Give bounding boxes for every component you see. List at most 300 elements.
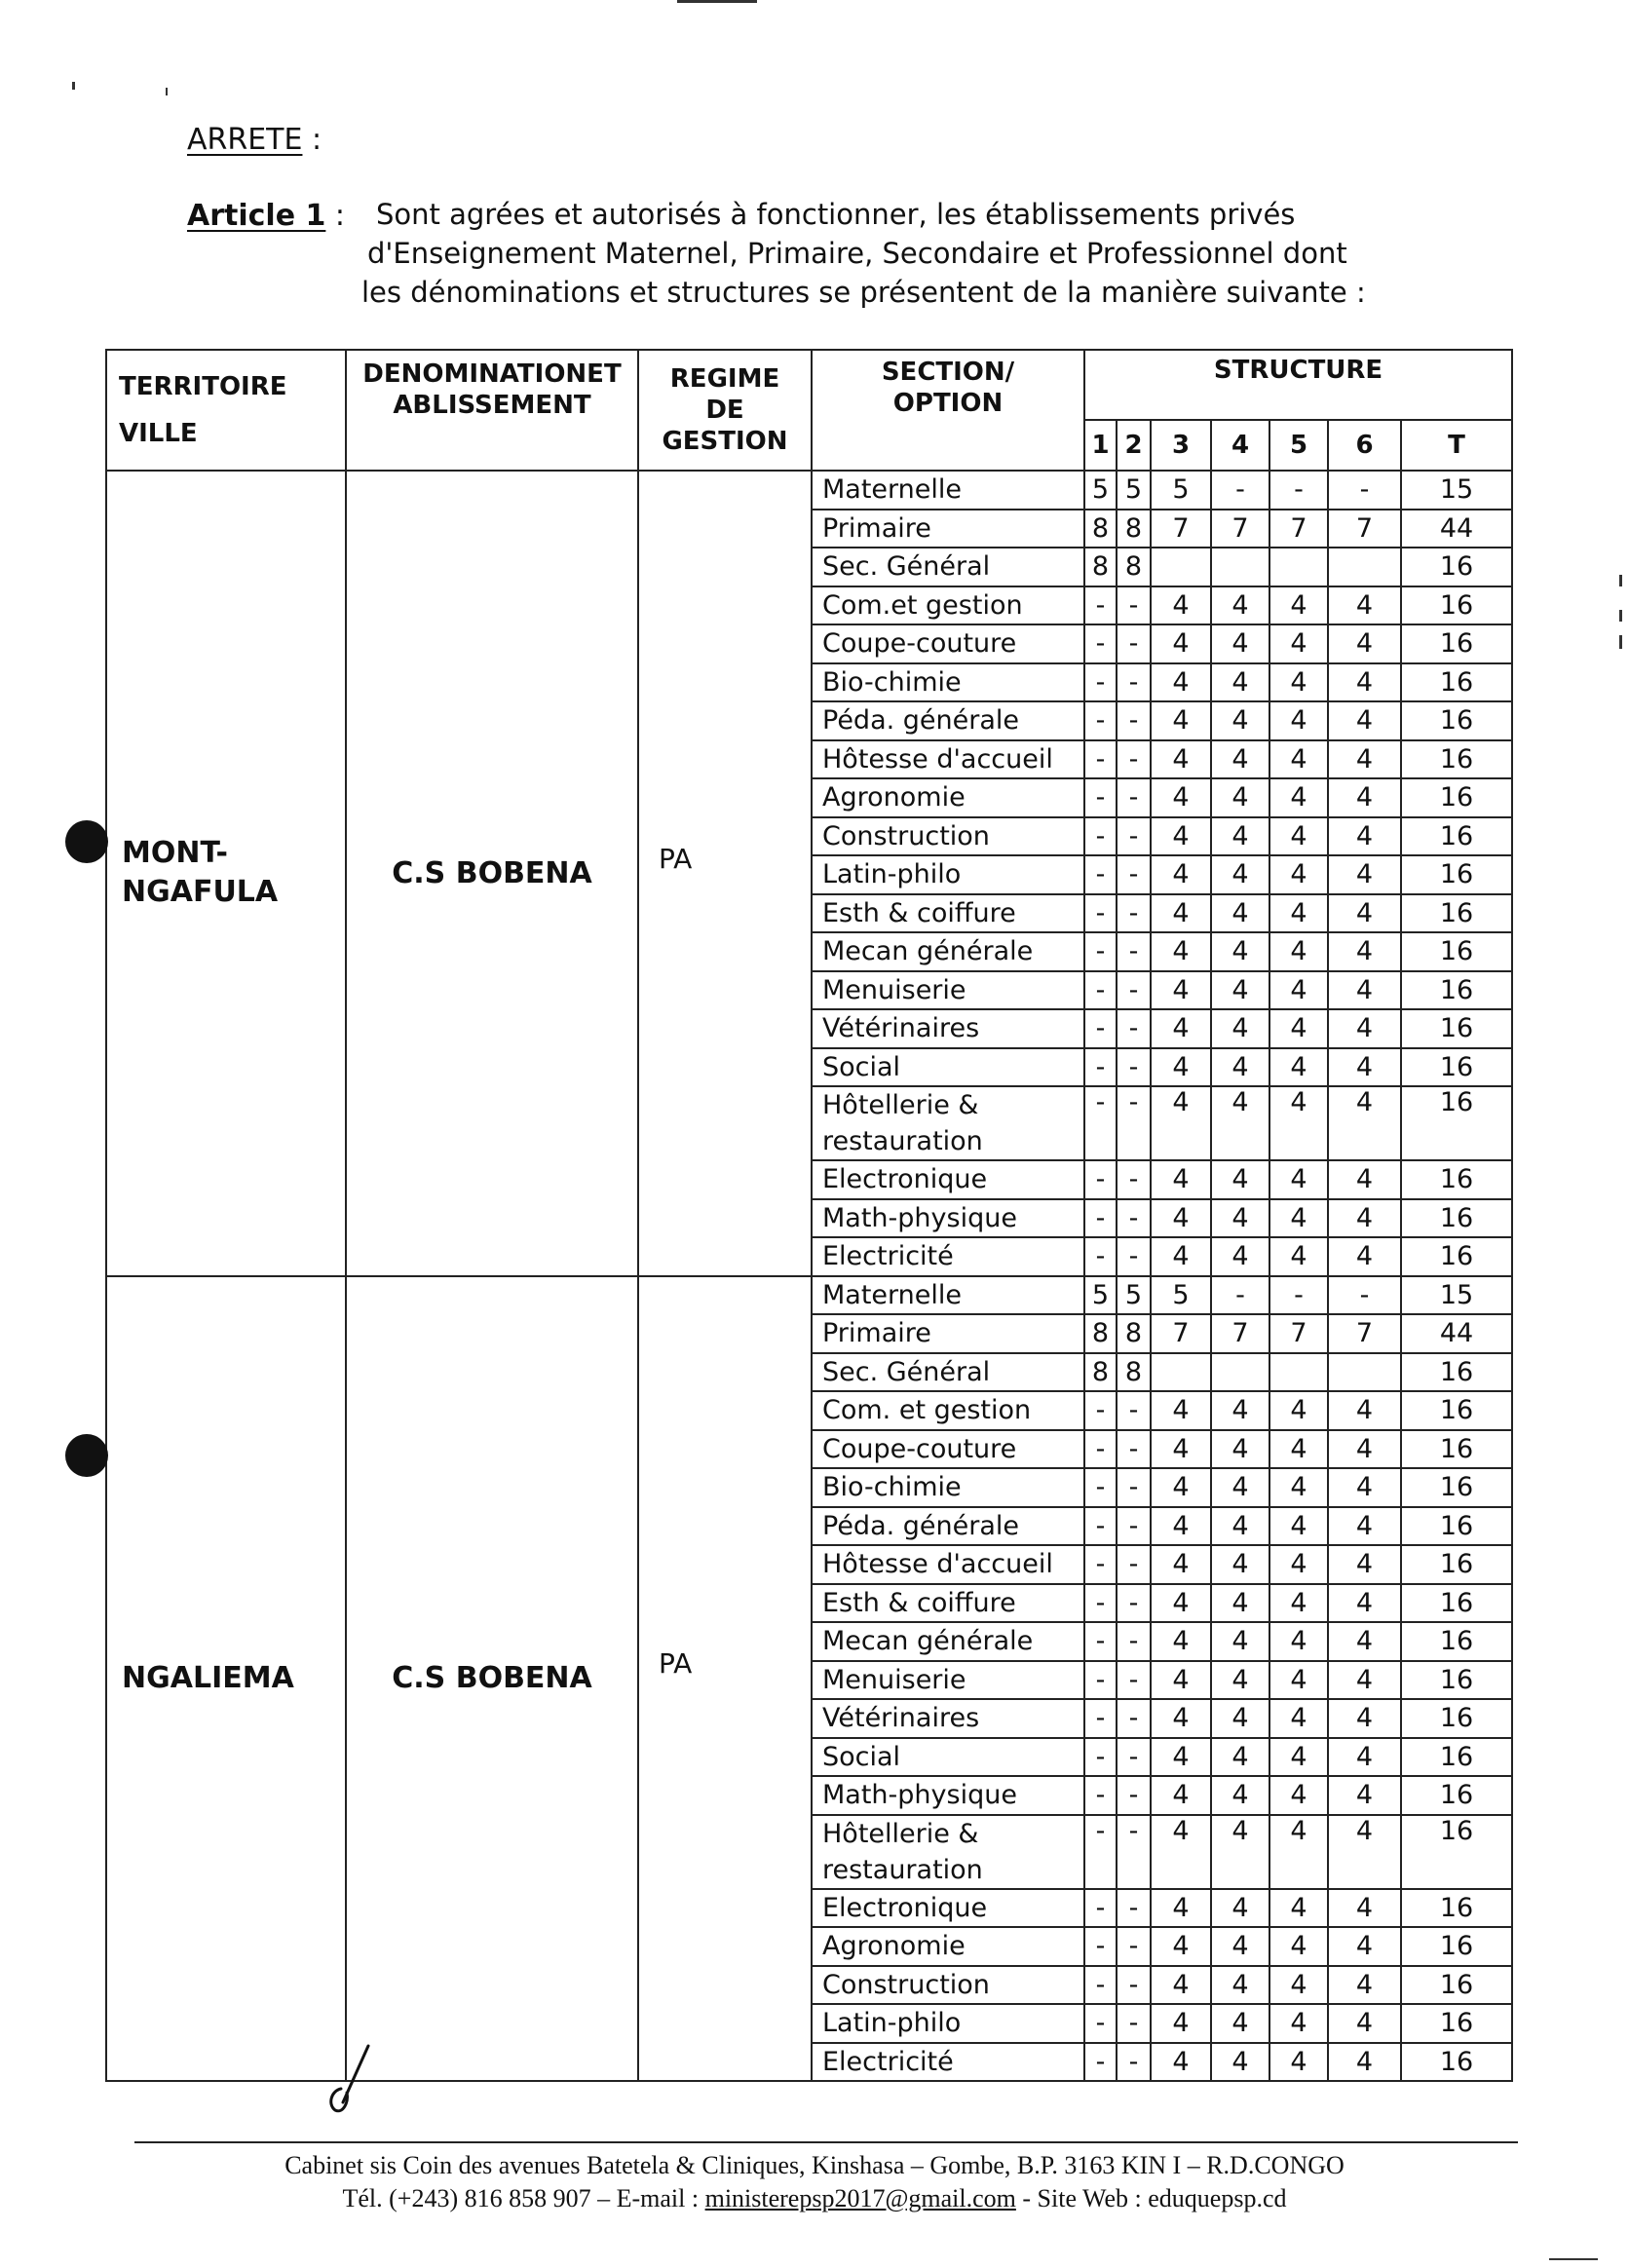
value-cell: - [1084, 2043, 1117, 2082]
option-cell: Math-physique [812, 1199, 1084, 1238]
value-cell: - [1084, 1237, 1117, 1276]
total-cell: 16 [1401, 701, 1512, 740]
value-cell: - [1084, 1468, 1117, 1507]
value-cell: 4 [1269, 2043, 1328, 2082]
option-cell: Construction [812, 817, 1084, 856]
footer-contact [0, 2184, 1629, 2213]
value-cell: 4 [1151, 2004, 1211, 2043]
structure-table [105, 349, 1513, 2082]
value-cell: 4 [1328, 1160, 1401, 1199]
value-cell: - [1084, 1699, 1117, 1738]
header-regime-line: GESTION [662, 427, 788, 456]
value-cell: 4 [1269, 1160, 1328, 1199]
value-cell: 4 [1269, 1584, 1328, 1623]
value-cell: 4 [1211, 1584, 1269, 1623]
value-cell: 4 [1328, 1927, 1401, 1966]
total-cell: 16 [1401, 1199, 1512, 1238]
total-cell: 16 [1401, 1009, 1512, 1048]
value-cell: - [1084, 1776, 1117, 1815]
option-cell: Maternelle [812, 471, 1084, 510]
value-cell: 4 [1269, 740, 1328, 779]
value-cell: 4 [1328, 1086, 1401, 1160]
value-cell: 4 [1269, 1430, 1328, 1469]
value-cell: 4 [1151, 1584, 1211, 1623]
option-cell: Coupe-couture [812, 624, 1084, 663]
value-cell: 4 [1151, 2043, 1211, 2082]
value-cell: 4 [1269, 1889, 1328, 1928]
option-cell: Primaire [812, 1314, 1084, 1353]
value-cell: 8 [1084, 510, 1117, 548]
header-regime-line: DE [705, 396, 744, 425]
value-cell: 4 [1151, 1699, 1211, 1738]
value-cell: 4 [1328, 1545, 1401, 1584]
value-cell: 4 [1211, 1430, 1269, 1469]
value-cell: - [1117, 586, 1151, 625]
total-cell: 16 [1401, 1237, 1512, 1276]
header-section-line: SECTION/ [881, 358, 1015, 387]
value-cell: - [1117, 1199, 1151, 1238]
arrete-title: ARRETE [187, 123, 303, 157]
value-cell: 4 [1328, 1889, 1401, 1928]
value-cell: 4 [1211, 1815, 1269, 1889]
value-cell: 4 [1269, 894, 1328, 933]
value-cell: 4 [1211, 2043, 1269, 2082]
option-cell: Péda. générale [812, 701, 1084, 740]
footer-address: Cabinet sis Coin des avenues Batetela & Cliniques, Kinshasa – Gombe, B.P. 3163 KIN I – R.D.CONGO [284, 2151, 1345, 2179]
header-col-4: 4 [1211, 420, 1269, 471]
value-cell: - [1117, 1086, 1151, 1160]
value-cell: 5 [1084, 471, 1117, 510]
value-cell: 4 [1211, 932, 1269, 971]
value-cell: 4 [1211, 586, 1269, 625]
option-cell: Mecan générale [812, 932, 1084, 971]
value-cell: 4 [1328, 1391, 1401, 1430]
value-cell: 5 [1117, 1276, 1151, 1315]
value-cell: - [1117, 894, 1151, 933]
value-cell: 4 [1151, 1086, 1211, 1160]
value-cell: - [1117, 1237, 1151, 1276]
value-cell: 4 [1211, 1738, 1269, 1777]
value-cell: - [1084, 1086, 1117, 1160]
value-cell: 4 [1328, 1199, 1401, 1238]
value-cell: 4 [1328, 894, 1401, 933]
value-cell: 4 [1328, 1622, 1401, 1661]
value-cell: - [1117, 740, 1151, 779]
value-cell: 4 [1211, 1545, 1269, 1584]
option-cell: Social [812, 1048, 1084, 1087]
total-cell: 16 [1401, 932, 1512, 971]
value-cell: 4 [1328, 2004, 1401, 2043]
punch-hole [65, 820, 108, 863]
value-cell: 4 [1328, 586, 1401, 625]
value-cell: - [1084, 1889, 1117, 1928]
value-cell: - [1117, 663, 1151, 702]
value-cell: - [1084, 932, 1117, 971]
value-cell: 4 [1151, 778, 1211, 817]
value-cell: - [1117, 624, 1151, 663]
value-cell: 4 [1328, 624, 1401, 663]
value-cell: 8 [1117, 510, 1151, 548]
option-cell: Mecan générale [812, 1622, 1084, 1661]
value-cell: - [1084, 778, 1117, 817]
header-regime-line: REGIME [669, 364, 780, 394]
header-col-1: 1 [1084, 420, 1117, 471]
value-cell: 4 [1211, 1776, 1269, 1815]
regime-cell: PA [638, 471, 812, 1276]
option-cell: Esth & coiffure [812, 1584, 1084, 1623]
value-cell: 4 [1269, 855, 1328, 894]
total-cell: 44 [1401, 510, 1512, 548]
value-cell: 8 [1117, 548, 1151, 586]
value-cell: - [1117, 2043, 1151, 2082]
footer-rule [134, 2141, 1518, 2143]
option-cell: Menuiserie [812, 1661, 1084, 1700]
option-cell: Electronique [812, 1889, 1084, 1928]
value-cell: - [1269, 1276, 1328, 1315]
value-cell: 8 [1084, 1353, 1117, 1392]
value-cell: - [1269, 471, 1328, 510]
article-colon: : [325, 199, 346, 233]
value-cell: 4 [1328, 1661, 1401, 1700]
total-cell: 16 [1401, 1622, 1512, 1661]
value-cell [1211, 1353, 1269, 1392]
value-cell: 4 [1211, 1927, 1269, 1966]
value-cell: 4 [1151, 1889, 1211, 1928]
option-cell: Primaire [812, 510, 1084, 548]
value-cell: - [1084, 1048, 1117, 1087]
total-cell: 16 [1401, 1738, 1512, 1777]
value-cell: 4 [1151, 1661, 1211, 1700]
footer-email-link[interactable]: ministerepsp2017@gmail.com [704, 2184, 1016, 2212]
value-cell: 4 [1328, 1699, 1401, 1738]
value-cell: 4 [1269, 971, 1328, 1010]
value-cell: 4 [1269, 1048, 1328, 1087]
value-cell: - [1084, 740, 1117, 779]
value-cell: 4 [1151, 1430, 1211, 1469]
value-cell: - [1117, 2004, 1151, 2043]
header-denomination [346, 350, 638, 471]
option-cell: Agronomie [812, 778, 1084, 817]
total-cell: 16 [1401, 1927, 1512, 1966]
value-cell: - [1084, 1661, 1117, 1700]
value-cell: 4 [1328, 701, 1401, 740]
value-cell: 4 [1328, 1776, 1401, 1815]
value-cell: - [1084, 1927, 1117, 1966]
value-cell: 4 [1151, 1622, 1211, 1661]
value-cell: 4 [1328, 855, 1401, 894]
value-cell [1269, 548, 1328, 586]
value-cell: 4 [1269, 1815, 1328, 1889]
value-cell: - [1084, 1622, 1117, 1661]
article-text-line: Sont agrées et autorisés à fonctionner, les établissements privés [376, 198, 1296, 231]
value-cell: - [1117, 971, 1151, 1010]
header-ville: VILLE [119, 419, 198, 448]
value-cell: - [1117, 1391, 1151, 1430]
value-cell [1151, 1353, 1211, 1392]
value-cell: - [1117, 1927, 1151, 1966]
value-cell: 4 [1328, 2043, 1401, 2082]
header-territoire-ville [106, 350, 346, 471]
denomination-cell: C.S BOBENA [346, 1276, 638, 2082]
value-cell: - [1084, 1199, 1117, 1238]
scan-mark [1619, 610, 1622, 622]
header-territoire: TERRITOIRE [119, 372, 287, 401]
table-row [106, 1276, 1512, 1315]
regime-cell: PA [638, 1276, 812, 2082]
total-cell: 16 [1401, 1468, 1512, 1507]
value-cell: 4 [1211, 663, 1269, 702]
value-cell: 7 [1211, 1314, 1269, 1353]
option-cell: Social [812, 1738, 1084, 1777]
value-cell: - [1084, 894, 1117, 933]
value-cell: 4 [1269, 586, 1328, 625]
option-cell: Construction [812, 1966, 1084, 2005]
value-cell: 4 [1328, 1237, 1401, 1276]
value-cell: 4 [1269, 2004, 1328, 2043]
value-cell: - [1084, 1545, 1117, 1584]
value-cell: - [1084, 1966, 1117, 2005]
value-cell: 4 [1269, 1776, 1328, 1815]
value-cell: - [1117, 1009, 1151, 1048]
value-cell: 4 [1328, 1738, 1401, 1777]
table-row [106, 471, 1512, 510]
arrete-colon: : [302, 123, 322, 157]
option-cell: Sec. Général [812, 1353, 1084, 1392]
value-cell: 4 [1211, 1048, 1269, 1087]
value-cell: 4 [1151, 701, 1211, 740]
total-cell: 16 [1401, 1699, 1512, 1738]
value-cell: 4 [1211, 855, 1269, 894]
option-cell: Agronomie [812, 1927, 1084, 1966]
value-cell: - [1117, 1048, 1151, 1087]
value-cell: 4 [1328, 663, 1401, 702]
option-cell: Bio-chimie [812, 1468, 1084, 1507]
header-col-3: 3 [1151, 420, 1211, 471]
value-cell: 5 [1084, 1276, 1117, 1315]
footer-website: - Site Web : eduquepsp.cd [1015, 2184, 1287, 2212]
header-regime [638, 350, 812, 471]
value-cell: - [1084, 624, 1117, 663]
option-cell: Menuiserie [812, 971, 1084, 1010]
total-cell: 16 [1401, 817, 1512, 856]
value-cell: 4 [1269, 1622, 1328, 1661]
value-cell [1269, 1353, 1328, 1392]
value-cell: - [1117, 1584, 1151, 1623]
value-cell: - [1084, 1160, 1117, 1199]
value-cell: - [1084, 971, 1117, 1010]
total-cell: 16 [1401, 1160, 1512, 1199]
total-cell: 16 [1401, 663, 1512, 702]
value-cell: 4 [1269, 1009, 1328, 1048]
value-cell: 4 [1211, 971, 1269, 1010]
value-cell: 4 [1211, 740, 1269, 779]
value-cell: 4 [1269, 1966, 1328, 2005]
value-cell [1328, 548, 1401, 586]
value-cell: 4 [1269, 1545, 1328, 1584]
value-cell: 4 [1151, 817, 1211, 856]
option-cell: Péda. générale [812, 1507, 1084, 1546]
total-cell: 16 [1401, 1353, 1512, 1392]
value-cell: 4 [1211, 778, 1269, 817]
option-cell: Esth & coiffure [812, 894, 1084, 933]
value-cell: 4 [1269, 1738, 1328, 1777]
value-cell: - [1084, 1009, 1117, 1048]
value-cell: - [1117, 1545, 1151, 1584]
value-cell: 4 [1211, 1391, 1269, 1430]
scan-mark [72, 82, 75, 90]
value-cell: 4 [1151, 1738, 1211, 1777]
value-cell: 4 [1269, 778, 1328, 817]
article-title: Article 1 [187, 199, 326, 233]
header-denomination-line: ABLISSEMENT [393, 391, 591, 420]
value-cell: 5 [1151, 471, 1211, 510]
value-cell: 4 [1269, 624, 1328, 663]
value-cell: 7 [1151, 1314, 1211, 1353]
value-cell: - [1117, 1430, 1151, 1469]
scan-mark [677, 0, 757, 3]
value-cell: 4 [1151, 586, 1211, 625]
value-cell: 4 [1151, 740, 1211, 779]
total-cell: 16 [1401, 894, 1512, 933]
value-cell: 4 [1269, 817, 1328, 856]
value-cell: 4 [1269, 1086, 1328, 1160]
value-cell: - [1117, 817, 1151, 856]
value-cell: - [1117, 1815, 1151, 1889]
value-cell: 4 [1211, 1199, 1269, 1238]
value-cell: - [1117, 1966, 1151, 2005]
value-cell: 7 [1328, 510, 1401, 548]
value-cell: 4 [1328, 1815, 1401, 1889]
total-cell: 44 [1401, 1314, 1512, 1353]
value-cell: 4 [1151, 1966, 1211, 2005]
total-cell: 16 [1401, 1545, 1512, 1584]
value-cell: - [1117, 1507, 1151, 1546]
value-cell: - [1328, 1276, 1401, 1315]
option-cell: Vétérinaires [812, 1699, 1084, 1738]
value-cell: 4 [1211, 1009, 1269, 1048]
value-cell: 7 [1211, 510, 1269, 548]
value-cell: 4 [1211, 701, 1269, 740]
value-cell: 4 [1269, 663, 1328, 702]
value-cell: - [1117, 1160, 1151, 1199]
value-cell: 4 [1269, 701, 1328, 740]
value-cell: - [1084, 1738, 1117, 1777]
value-cell: 7 [1328, 1314, 1401, 1353]
total-cell: 16 [1401, 740, 1512, 779]
value-cell: - [1211, 1276, 1269, 1315]
option-cell: Com.et gestion [812, 586, 1084, 625]
total-cell: 16 [1401, 2043, 1512, 2082]
value-cell: 7 [1269, 1314, 1328, 1353]
value-cell: - [1084, 701, 1117, 740]
value-cell: - [1117, 1699, 1151, 1738]
total-cell: 16 [1401, 1661, 1512, 1700]
total-cell: 16 [1401, 1966, 1512, 2005]
value-cell: 4 [1211, 1699, 1269, 1738]
value-cell: 4 [1211, 1160, 1269, 1199]
value-cell: 4 [1328, 740, 1401, 779]
option-cell: Math-physique [812, 1776, 1084, 1815]
territoire-cell: MONT- NGAFULA [106, 471, 346, 1276]
total-cell: 16 [1401, 1584, 1512, 1623]
value-cell: 4 [1151, 1160, 1211, 1199]
scan-mark [1549, 2258, 1598, 2260]
option-cell: Latin-philo [812, 2004, 1084, 2043]
value-cell: 4 [1269, 1927, 1328, 1966]
value-cell: 4 [1328, 1048, 1401, 1087]
value-cell: 4 [1269, 1507, 1328, 1546]
value-cell: - [1117, 1468, 1151, 1507]
total-cell: 16 [1401, 971, 1512, 1010]
value-cell: 4 [1211, 1237, 1269, 1276]
value-cell: - [1117, 1738, 1151, 1777]
header-section-option [812, 350, 1084, 471]
header-col-2: 2 [1117, 420, 1151, 471]
value-cell: 8 [1084, 548, 1117, 586]
value-cell: 4 [1269, 1237, 1328, 1276]
option-cell: Coupe-couture [812, 1430, 1084, 1469]
value-cell: - [1117, 1889, 1151, 1928]
value-cell: 4 [1211, 1468, 1269, 1507]
value-cell: 4 [1328, 932, 1401, 971]
value-cell: 4 [1328, 1966, 1401, 2005]
value-cell: 4 [1211, 1966, 1269, 2005]
option-cell: Com. et gestion [812, 1391, 1084, 1430]
header-structure: STRUCTURE [1084, 350, 1512, 420]
value-cell: 4 [1151, 1009, 1211, 1048]
value-cell: 4 [1269, 1468, 1328, 1507]
value-cell: 4 [1328, 1009, 1401, 1048]
value-cell: - [1084, 1391, 1117, 1430]
value-cell: 4 [1211, 1661, 1269, 1700]
total-cell: 16 [1401, 1776, 1512, 1815]
header-col-total: T [1401, 420, 1512, 471]
denomination-cell: C.S BOBENA [346, 471, 638, 1276]
option-cell: Bio-chimie [812, 663, 1084, 702]
territoire-cell: NGALIEMA [106, 1276, 346, 2082]
value-cell: 7 [1151, 510, 1211, 548]
value-cell: 4 [1211, 817, 1269, 856]
value-cell: - [1117, 701, 1151, 740]
option-cell: Hôtesse d'accueil [812, 740, 1084, 779]
value-cell: 4 [1328, 1468, 1401, 1507]
total-cell: 16 [1401, 1815, 1512, 1889]
value-cell: 4 [1151, 894, 1211, 933]
total-cell: 16 [1401, 1391, 1512, 1430]
value-cell: 8 [1117, 1314, 1151, 1353]
value-cell: 4 [1151, 1545, 1211, 1584]
option-cell: Electricité [812, 1237, 1084, 1276]
value-cell [1151, 548, 1211, 586]
option-cell: Vétérinaires [812, 1009, 1084, 1048]
option-cell: Electronique [812, 1160, 1084, 1199]
value-cell: 4 [1211, 1507, 1269, 1546]
value-cell: 4 [1269, 1699, 1328, 1738]
option-cell: Electricité [812, 2043, 1084, 2082]
value-cell: 4 [1151, 1776, 1211, 1815]
value-cell: - [1084, 2004, 1117, 2043]
value-cell: 4 [1151, 663, 1211, 702]
value-cell: 4 [1211, 2004, 1269, 2043]
value-cell: 4 [1151, 1199, 1211, 1238]
value-cell: - [1117, 778, 1151, 817]
punch-hole [65, 1434, 108, 1477]
scan-mark [1619, 575, 1622, 586]
value-cell: - [1328, 471, 1401, 510]
scan-mark [1619, 635, 1622, 649]
value-cell: 4 [1151, 1815, 1211, 1889]
value-cell: 4 [1151, 624, 1211, 663]
